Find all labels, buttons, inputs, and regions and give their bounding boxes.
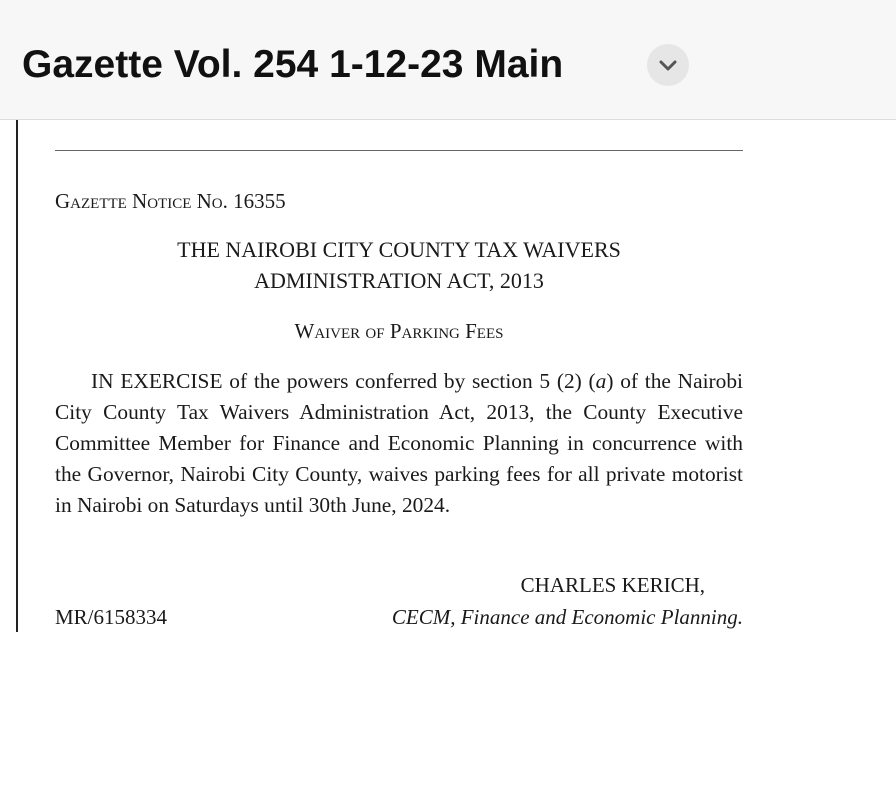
act-title [55, 234, 743, 296]
act-title-line1: THE NAIROBI CITY COUNTY TAX WAIVERS [177, 237, 621, 262]
reference-number: MR/6158334 [55, 605, 168, 629]
body-part2: ) of the Nairobi City County Tax Waivers Administration Act, 2013, the County Executive Committee Member for Finance and Economic Planning in concurrence with the Governor, Nairobi City County, waives parking fees for all private motorist in Nairobi on Saturdays until 30th June, 2024. [55, 369, 743, 517]
document-title: Gazette Vol. 254 1-12-23 Main [22, 43, 564, 86]
gazette-notice-number: Gazette Notice No. 16355 [55, 189, 286, 213]
signatory-designation: CECM, Finance and Economic Planning. [391, 605, 743, 629]
title-menu-button[interactable] [647, 44, 689, 86]
act-title-line2: ADMINISTRATION ACT, 2013 [254, 268, 544, 293]
notice-body [55, 366, 743, 521]
body-lead: IN EXERCISE [91, 369, 223, 393]
chevron-down-icon [658, 57, 678, 73]
body-italic: a [595, 369, 607, 393]
signatory-name: CHARLES KERICH, [520, 573, 705, 597]
page-margin-line [16, 120, 18, 632]
title-bar [0, 0, 896, 120]
notice-subject: Waiver of Parking Fees [294, 319, 504, 343]
body-part1: of the powers conferred by section 5 (2) ( [222, 369, 596, 393]
horizontal-rule [55, 150, 743, 151]
